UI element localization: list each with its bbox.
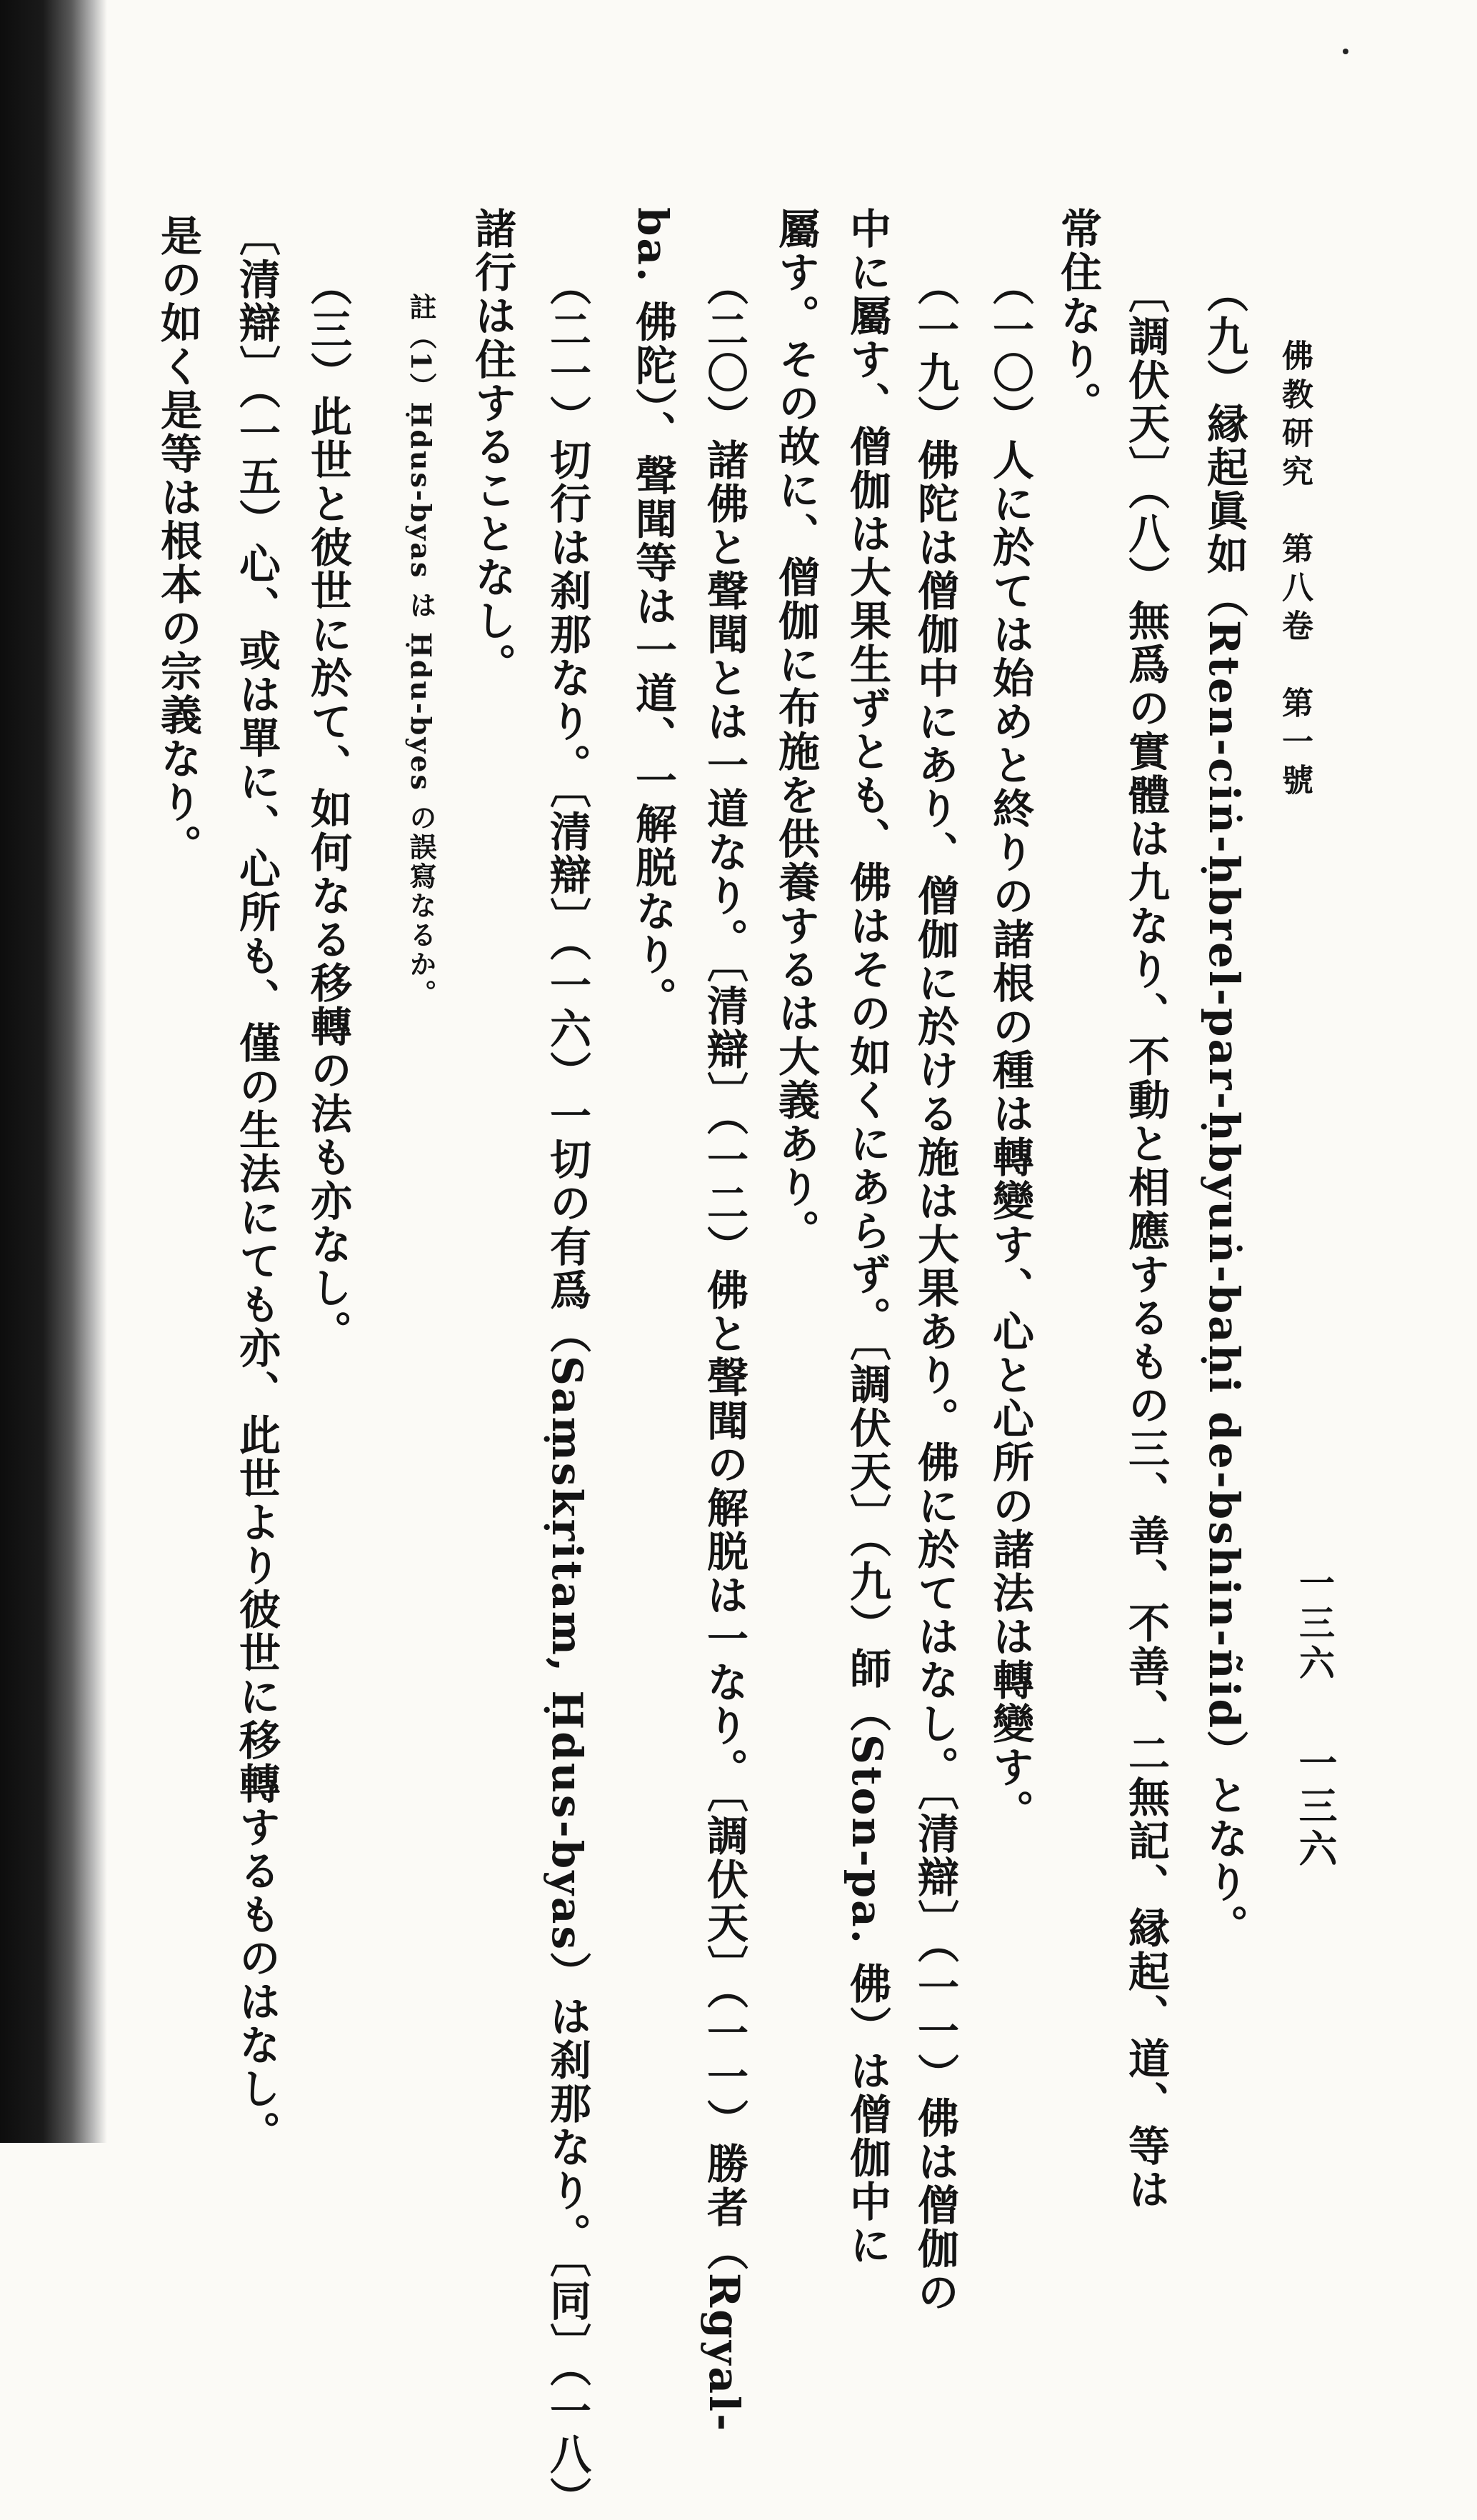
text-line-2: 〔調伏天〕（八）無爲の實體は九なり、不動と相應するもの三、善、不善、二無記、縁起、道、等は — [1121, 271, 1170, 2211]
text-line-13: 〔清辯〕（一五）心、或は單に、心所も、僅の生法にても亦、此世より彼世に移轉するものはなし。 — [232, 214, 281, 2154]
text-line-4: （一〇）人に於ては始めと終りの諸根の種は轉變す、心と心所の諸法は轉變す。 — [986, 264, 1034, 1833]
text-line-14: 是の如く是等は根本の宗義なり。 — [154, 214, 202, 868]
text-line-11: 諸行は住することなし。 — [468, 207, 516, 686]
text-line-1: （九）縁起眞如（Rten-ciṅ-ḥbrel-par-ḥbyuṅ-baḥi de-bshin-ñid）となり。 — [1200, 271, 1248, 1949]
text-line-9: ba. 佛陀）、聲聞等は一道、一解脱なり。 — [629, 207, 677, 1021]
page-number-kanji: 一三六 — [1293, 1564, 1336, 1684]
book-binding-shadow — [0, 0, 107, 2143]
running-header: 佛教研究 第八卷 第一號 — [1276, 339, 1313, 802]
text-line-6: 中に屬す、僧伽は大果生ずとも、佛はその如くにあらず。〔調伏天〕（九）師（Ston-pa. 佛）は僧伽中に — [843, 207, 891, 2268]
text-line-7: 屬す。その故に、僧伽に布施を供養するは大義あり。 — [771, 207, 820, 1253]
specks — [1343, 49, 1348, 54]
text-line-10: （二一）切行は刹那なり。〔清辯〕（一六）一切の有爲（Saṃskṛitam, Ḥdus-byas）は刹那なり。〔同〕（一八） — [543, 264, 591, 2520]
text-line-12: （三）此世と彼世に於て、如何なる移轉の法も亦なし。 — [304, 264, 352, 1354]
text-line-5: （一九）佛陀は僧伽中にあり、僧伽に於ける施は大果あり。佛に於てはなし。〔清辯〕（一一）佛は僧伽の — [911, 264, 959, 2314]
footnote: 註（1）Ḥdus-byas は Ḥdu-byes の誤寫なるか。 — [405, 293, 437, 1009]
text-line-3: 常住なり。 — [1053, 207, 1102, 425]
page-number-bold: 一三六 — [1293, 1743, 1338, 1871]
text-line-8: （二〇）諸佛と聲聞とは一道なり。〔清辯〕（一二）佛と聲聞の解脱は一なり。〔調伏天〕（一一）勝者（Rgyal- — [700, 264, 748, 2434]
